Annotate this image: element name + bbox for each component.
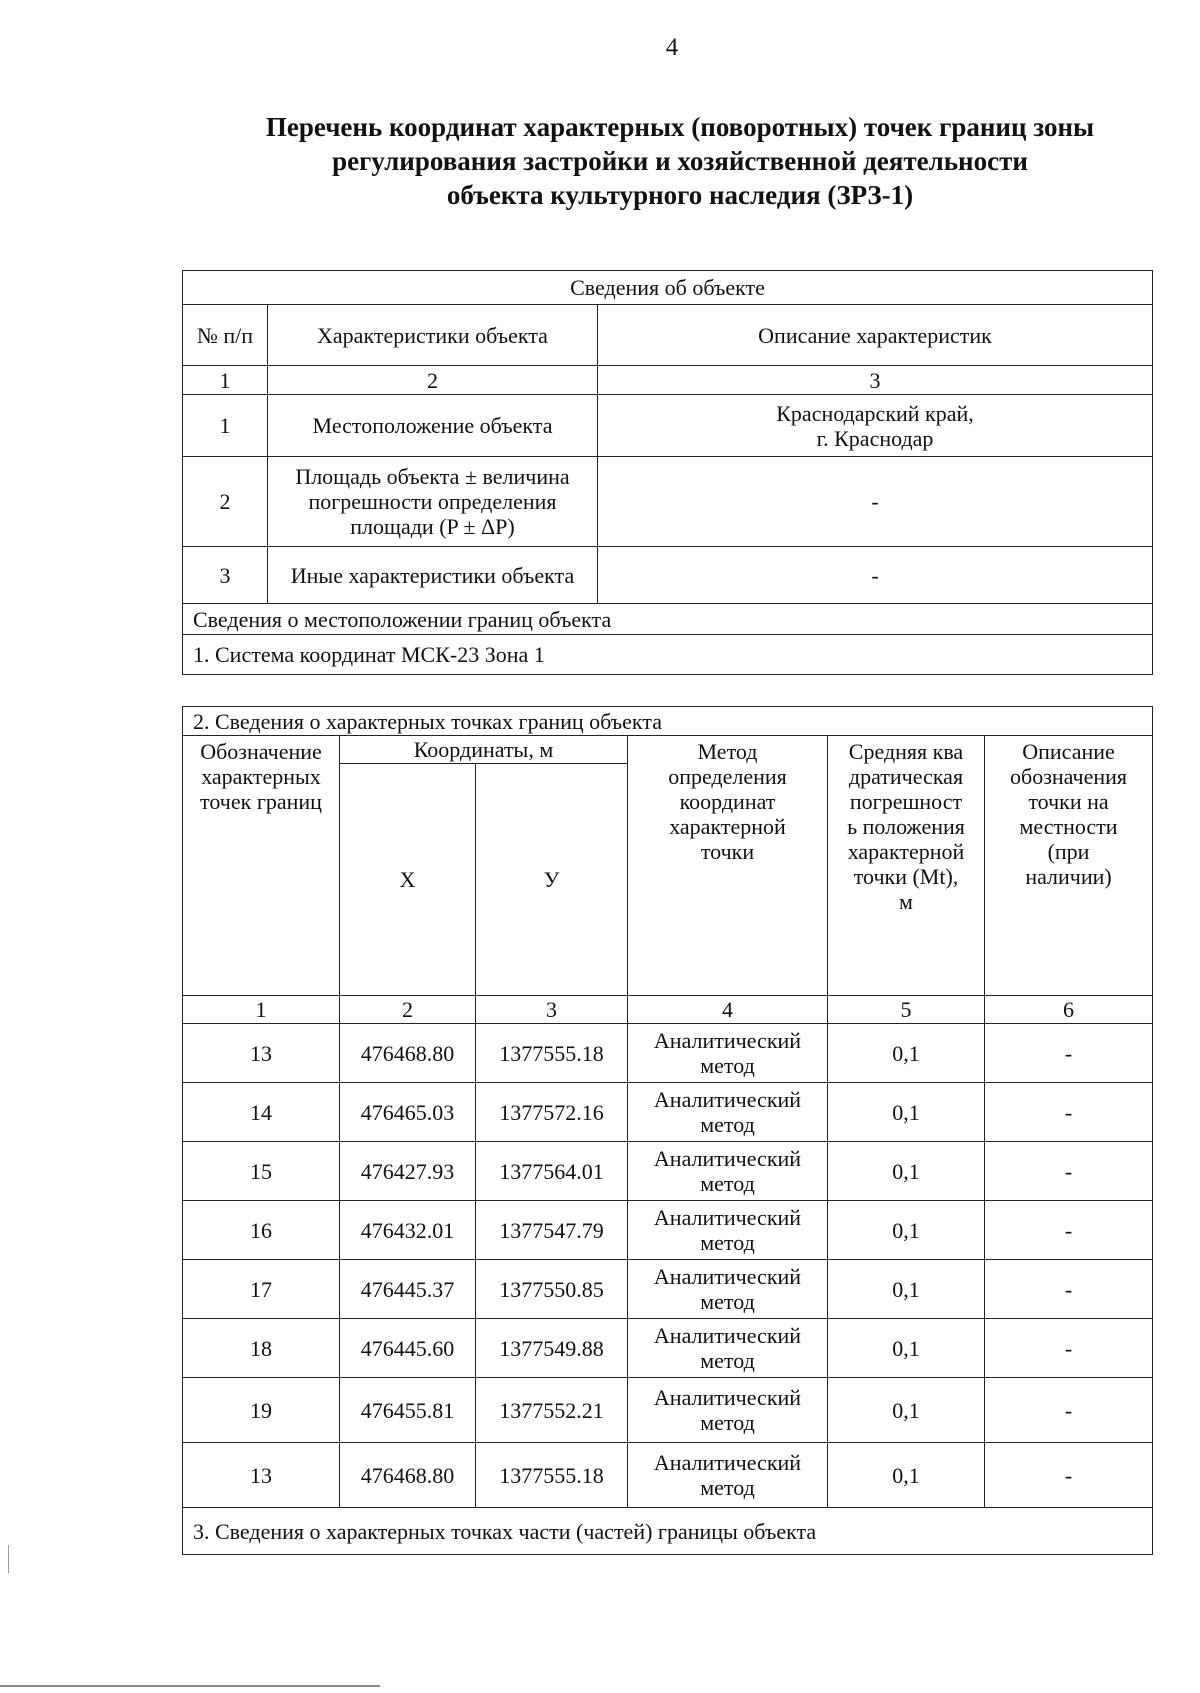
column-number: 3 <box>598 366 1153 395</box>
table-row <box>183 547 1153 604</box>
point-id: 18 <box>183 1319 340 1378</box>
coordinate-system: 1. Система координат МСК-23 Зона 1 <box>183 635 1153 675</box>
point-description: - <box>985 1142 1153 1201</box>
row-num: 2 <box>183 457 268 547</box>
part-points-section-title: 3. Сведения о характерных точках части (частей) границы объекта <box>183 1508 1153 1555</box>
point-accuracy: 0,1 <box>828 1260 985 1319</box>
point-id: 13 <box>183 1443 340 1508</box>
point-accuracy: 0,1 <box>828 1024 985 1083</box>
point-x: 476427.93 <box>340 1142 476 1201</box>
table-row <box>183 1260 1153 1319</box>
point-description: - <box>985 1443 1153 1508</box>
point-description: - <box>985 1024 1153 1083</box>
point-accuracy: 0,1 <box>828 1083 985 1142</box>
point-accuracy: 0,1 <box>828 1378 985 1443</box>
row-description: - <box>598 457 1153 547</box>
point-method: Аналитический метод <box>628 1142 828 1201</box>
table-row <box>183 1443 1153 1508</box>
point-x: 476432.01 <box>340 1201 476 1260</box>
point-description: - <box>985 1319 1153 1378</box>
header-accuracy: Средняя квадратическая погрешность положения характерной точки (Mt), м <box>828 736 985 996</box>
table-row <box>183 395 1153 457</box>
point-id: 17 <box>183 1260 340 1319</box>
point-x: 476465.03 <box>340 1083 476 1142</box>
header-point-description: Описание обозначения точки на местности (при наличии) <box>985 736 1153 996</box>
header-x: X <box>340 764 476 996</box>
title-line: Перечень координат характерных (поворотных) точек границ зоны <box>265 112 1095 142</box>
description-line: Краснодарский край, <box>776 400 974 426</box>
table-row <box>183 1378 1153 1443</box>
point-y: 1377552.21 <box>476 1378 628 1443</box>
table-row <box>183 1083 1153 1142</box>
title-line: регулирования застройки и хозяйственной деятельности <box>332 146 1028 176</box>
point-accuracy: 0,1 <box>828 1201 985 1260</box>
table-row <box>183 1201 1153 1260</box>
table-row <box>183 1142 1153 1201</box>
point-id: 15 <box>183 1142 340 1201</box>
header-designation: Обозначение характерных точек границ <box>183 736 340 996</box>
location-section-title: Сведения о местоположении границ объекта <box>183 604 1153 635</box>
column-number: 2 <box>268 366 598 395</box>
scan-artifact <box>0 1685 380 1687</box>
scan-artifact <box>8 1545 9 1573</box>
point-y: 1377555.18 <box>476 1024 628 1083</box>
point-id: 14 <box>183 1083 340 1142</box>
column-number: 1 <box>183 366 268 395</box>
point-x: 476445.60 <box>340 1319 476 1378</box>
point-method: Аналитический метод <box>628 1083 828 1142</box>
object-info-table <box>182 270 1153 675</box>
point-description: - <box>985 1260 1153 1319</box>
point-method: Аналитический метод <box>628 1443 828 1508</box>
row-characteristic: Площадь объекта ± величина погрешности определения площади (P ± ΔP) <box>268 457 598 547</box>
point-description: - <box>985 1083 1153 1142</box>
header-method: Метод определения координат характерной точки <box>628 736 828 996</box>
point-y: 1377550.85 <box>476 1260 628 1319</box>
row-characteristic: Иные характеристики объекта <box>268 547 598 604</box>
column-number: 3 <box>476 996 628 1024</box>
point-y: 1377547.79 <box>476 1201 628 1260</box>
description-line: г. Краснодар <box>816 425 934 451</box>
point-method: Аналитический метод <box>628 1201 828 1260</box>
point-method: Аналитический метод <box>628 1260 828 1319</box>
header-num: № п/п <box>183 305 268 366</box>
point-accuracy: 0,1 <box>828 1319 985 1378</box>
row-num: 1 <box>183 395 268 457</box>
boundary-points-table <box>182 706 1153 1555</box>
point-y: 1377555.18 <box>476 1443 628 1508</box>
header-description: Описание характеристик <box>598 305 1153 366</box>
title-line: объекта культурного наследия (ЗРЗ-1) <box>446 180 914 210</box>
point-y: 1377572.16 <box>476 1083 628 1142</box>
point-description: - <box>985 1378 1153 1443</box>
point-x: 476468.80 <box>340 1443 476 1508</box>
point-id: 16 <box>183 1201 340 1260</box>
point-y: 1377564.01 <box>476 1142 628 1201</box>
row-description: - <box>598 547 1153 604</box>
point-accuracy: 0,1 <box>828 1142 985 1201</box>
object-info-section-title: Сведения об объекте <box>183 271 1153 305</box>
column-number: 2 <box>340 996 476 1024</box>
column-number: 5 <box>828 996 985 1024</box>
point-x: 476455.81 <box>340 1378 476 1443</box>
point-method: Аналитический метод <box>628 1024 828 1083</box>
point-method: Аналитический метод <box>628 1319 828 1378</box>
table-row <box>183 457 1153 547</box>
point-description: - <box>985 1201 1153 1260</box>
column-number: 6 <box>985 996 1153 1024</box>
column-number: 4 <box>628 996 828 1024</box>
column-number: 1 <box>183 996 340 1024</box>
header-y: У <box>476 764 628 996</box>
table-row <box>183 1319 1153 1378</box>
point-id: 19 <box>183 1378 340 1443</box>
document-title <box>150 110 1200 212</box>
page-number: 4 <box>665 34 679 61</box>
header-coordinates: Координаты, м <box>340 736 628 764</box>
header-characteristic: Характеристики объекта <box>268 305 598 366</box>
row-description <box>598 395 1153 457</box>
row-characteristic: Местоположение объекта <box>268 395 598 457</box>
row-num: 3 <box>183 547 268 604</box>
point-accuracy: 0,1 <box>828 1443 985 1508</box>
table-row <box>183 1024 1153 1083</box>
point-method: Аналитический метод <box>628 1378 828 1443</box>
points-section-title: 2. Сведения о характерных точках границ объекта <box>183 707 1153 736</box>
point-y: 1377549.88 <box>476 1319 628 1378</box>
point-x: 476445.37 <box>340 1260 476 1319</box>
point-id: 13 <box>183 1024 340 1083</box>
point-x: 476468.80 <box>340 1024 476 1083</box>
